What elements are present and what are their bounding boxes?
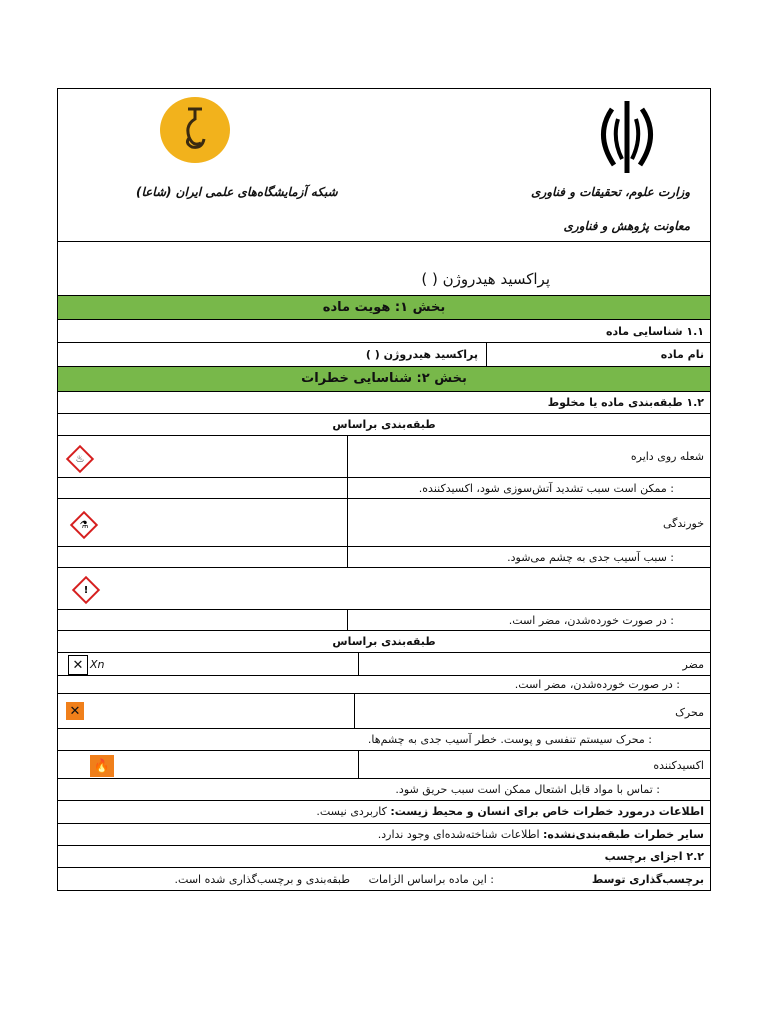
harmful-statement-row: : در صورت خورده‌شدن، مضر است. [58,676,710,694]
title-row [58,242,710,296]
class-basis-row: طبقه‌بندی براساس [58,414,710,436]
statement-row-2: : سبب آسیب جدی به چشم می‌شود. [58,547,710,568]
ministry-line1: وزارت علوم، تحقیقات و فناوری [531,185,690,199]
flame-over-circle-icon: ♨ [66,445,94,473]
network-name: شبکه آزمایشگاه‌های علمی ایران (شاعا) [136,185,338,199]
oxidizing-row: 🔥 اکسیدکننده [58,751,710,779]
exclamation-mark-icon: ! [72,576,100,604]
ministry-line2: معاونت پژوهش و فناوری [563,219,690,233]
irritant-row: ✕ محرک [58,694,710,729]
name-label: نام ماده [660,348,704,361]
name-value: پراکسید هیدروژن ( ) [365,348,478,361]
section1-heading: بخش ۱: هویت ماده [58,296,710,320]
other-hazard-row: سایر خطرات طبقه‌بندی‌نشده: اطلاعات شناخته‌شده‌ای وجود ندارد. [58,824,710,846]
hazard-row-oxidizer: ♨ شعله روی دایره [58,436,710,478]
hazard-row-exclamation [58,568,710,610]
harmful-x-icon: ✕ [68,655,88,675]
irritant-x-icon: ✕ [66,702,84,720]
labeling-row: برچسب‌گذاری توسط : این ماده براساس الزامات طبقه‌بندی و برچسب‌گذاری شده است. [174,873,704,886]
page-title: پراکسید هیدروژن ( ) [421,270,550,288]
oxidizing-statement-row: : تماس با مواد قابل اشتعال ممکن است سبب حریق شود. [58,779,710,801]
shaa-logo [160,97,230,163]
document-page [57,88,711,891]
label-elements-row: ۲.۲ اجزای برچسب [58,846,710,868]
harmful-row: ✕ Xn مضر [58,653,710,676]
corrosion-icon: ⚗ [70,511,98,539]
section2-sub-row: ۱.۲ طبقه‌بندی ماده یا مخلوط [58,392,710,414]
class-basis-row-2: طبقه‌بندی براساس [58,631,710,653]
oxidizing-flame-icon: 🔥 [90,755,114,777]
section2-heading: بخش ۲: شناسایی خطرات [58,367,710,392]
substance-name-row [58,343,710,367]
section1-sub-row: ۱.۱ شناسایی ماده [58,320,710,343]
iran-emblem [590,97,664,177]
env-hazard-row: اطلاعات درمورد خطرات خاص برای انسان و محیط زیست: کاربردی نیست. [58,801,710,824]
irritant-statement-row: : محرک سیستم تنفسی و پوست. خطر آسیب جدی به چشم‌ها. [58,729,710,751]
statement-row-3: : در صورت خورده‌شدن، مضر است. [58,610,710,631]
hazard-row-corrosive: ⚗ خورندگی [58,499,710,547]
statement-row-1: : ممکن است سبب تشدید آتش‌سوزی شود، اکسیدکننده. [58,478,710,499]
header [58,89,710,242]
